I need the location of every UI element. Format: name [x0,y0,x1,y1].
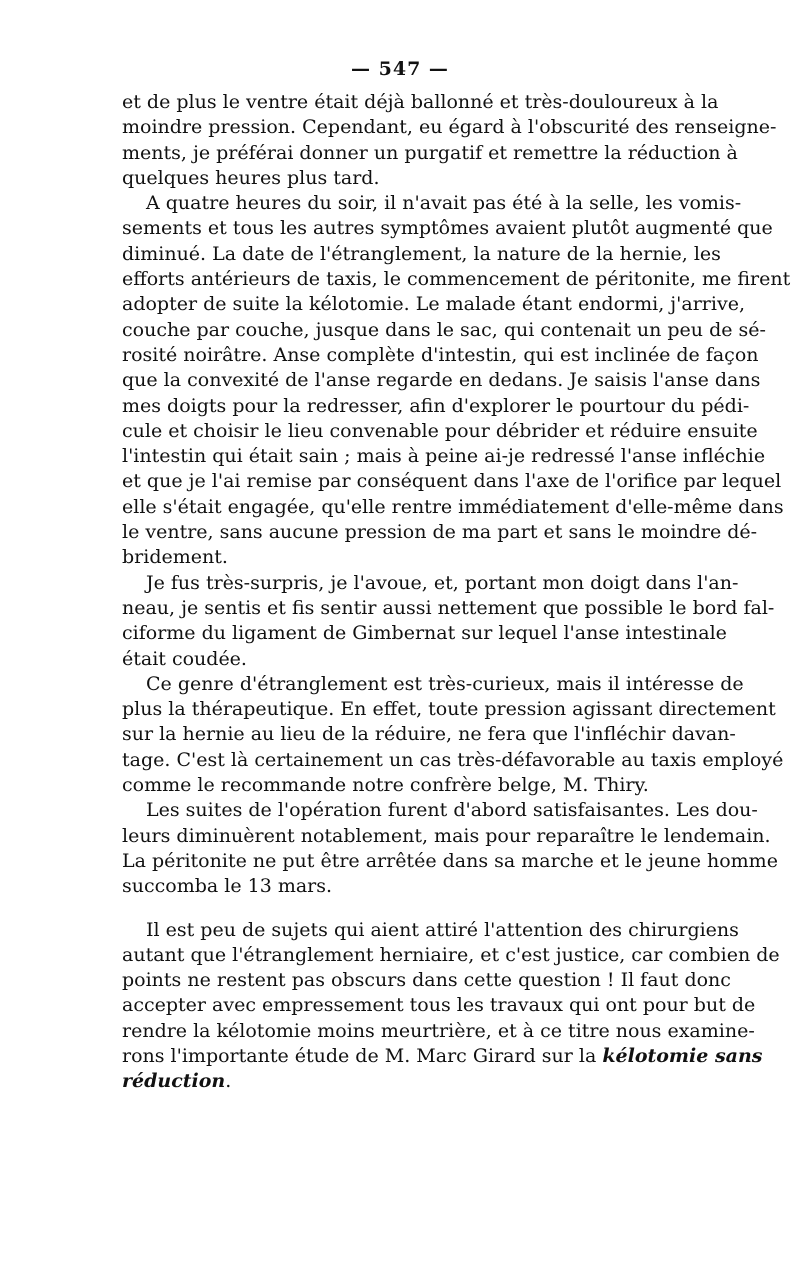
text-line: et de plus le ventre était déjà ballonné et très-douloureux à la [122,91,719,113]
text-run: rons l'importante étude de M. Marc Girard sur la [122,1044,603,1067]
text-line: diminué. La date de l'étranglement, la nature de la hernie, les [122,242,721,265]
text-line: plus la thérapeutique. En effet, toute pression agissant directement [122,698,776,721]
text-line: ciforme du ligament de Gimbernat sur lequel l'anse intestinale [122,622,727,645]
paragraph [122,918,780,1095]
text-line: Ce genre d'étranglement est très-curieux, mais il intéresse de [146,672,744,695]
text-line: était coudée. [122,647,247,670]
text-line: tage. C'est là certainement un cas très-défavorable au taxis employé [122,748,784,771]
text-line: autant que l'étranglement herniaire, et c'est justice, car combien de [122,943,780,966]
text-line: succomba le 13 mars. [122,875,333,898]
text-line: cule et choisir le lieu convenable pour débrider et réduire ensuite [122,419,758,442]
text-line: sements et tous les autres symptômes avaient plutôt augmenté que [122,217,773,240]
text-line: A quatre heures du soir, il n'avait pas été à la selle, les vomis- [146,192,742,215]
paragraph [122,191,791,570]
text-line: l'intestin qui était sain ; mais à peine ai-je redressé l'anse infléchie [122,445,766,468]
emphasis-text: kélotomie sans [602,1044,763,1067]
text-line: Il est peu de sujets qui aient attiré l'attention des chirurgiens [146,918,739,941]
paragraph [122,571,775,672]
text-line: sur la hernie au lieu de la réduire, ne fera que l'infléchir davan- [122,723,736,746]
text-line: Je fus très-surpris, je l'avoue, et, portant mon doigt dans l'an- [146,571,739,594]
text-line: mes doigts pour la redresser, afin d'explorer le pourtour du pédi- [122,394,750,417]
text-line: et que je l'ai remise par conséquent dans l'axe de l'orifice par lequel [122,470,782,493]
text-line: Les suites de l'opération furent d'abord satisfaisantes. Les dou- [146,799,758,822]
page-number: — 547 — [351,58,449,80]
text-line: rendre la kélotomie moins meurtrière, et à ce titre nous examine- [122,1019,755,1042]
text-line [122,1069,674,1094]
text-line [122,1044,763,1069]
text-line: quelques heures plus tard. [122,166,380,189]
text-line: que la convexité de l'anse regarde en dedans. Je saisis l'anse dans [122,369,761,392]
text-line: accepter avec empressement tous les travaux qui ont pour but de [122,994,756,1017]
paragraph [122,90,777,191]
section-gap [122,900,674,918]
text-line: comme le recommande notre confrère belge, M. Thiry. [122,774,649,797]
emphasis-text: réduction [122,1070,226,1093]
text-line: rosité noirâtre. Anse complète d'intestin, qui est inclinée de façon [122,343,759,366]
text-line: elle s'était engagée, qu'elle rentre immédiatement d'elle-même dans [122,495,784,518]
text-line: points ne restent pas obscurs dans cette question ! Il faut donc [122,969,731,992]
text-line: moindre pression. Cependant, eu égard à l'obscurité des renseigne- [122,116,777,139]
paragraph [122,798,778,899]
text-line: La péritonite ne put être arrêtée dans sa marche et le jeune homme [122,849,778,872]
text-line: ments, je préférai donner un purgatif et remettre la réduction à [122,141,738,164]
text-line: le ventre, sans aucune pression de ma part et sans le moindre dé- [122,521,758,544]
text-line: leurs diminuèrent notablement, mais pour reparaître le lendemain. [122,824,771,847]
text-line: bridement. [122,546,228,569]
text-line: adopter de suite la kélotomie. Le malade étant endormi, j'arrive, [122,293,745,316]
text-line: couche par couche, jusque dans le sac, qui contenait un peu de sé- [122,318,766,341]
body-text [122,90,791,1095]
text-line: efforts antérieurs de taxis, le commencement de péritonite, me firent [122,268,791,291]
text-line: neau, je sentis et fis sentir aussi nettement que possible le bord fal- [122,596,775,619]
paragraph [122,672,784,798]
text-run: . [225,1070,232,1093]
